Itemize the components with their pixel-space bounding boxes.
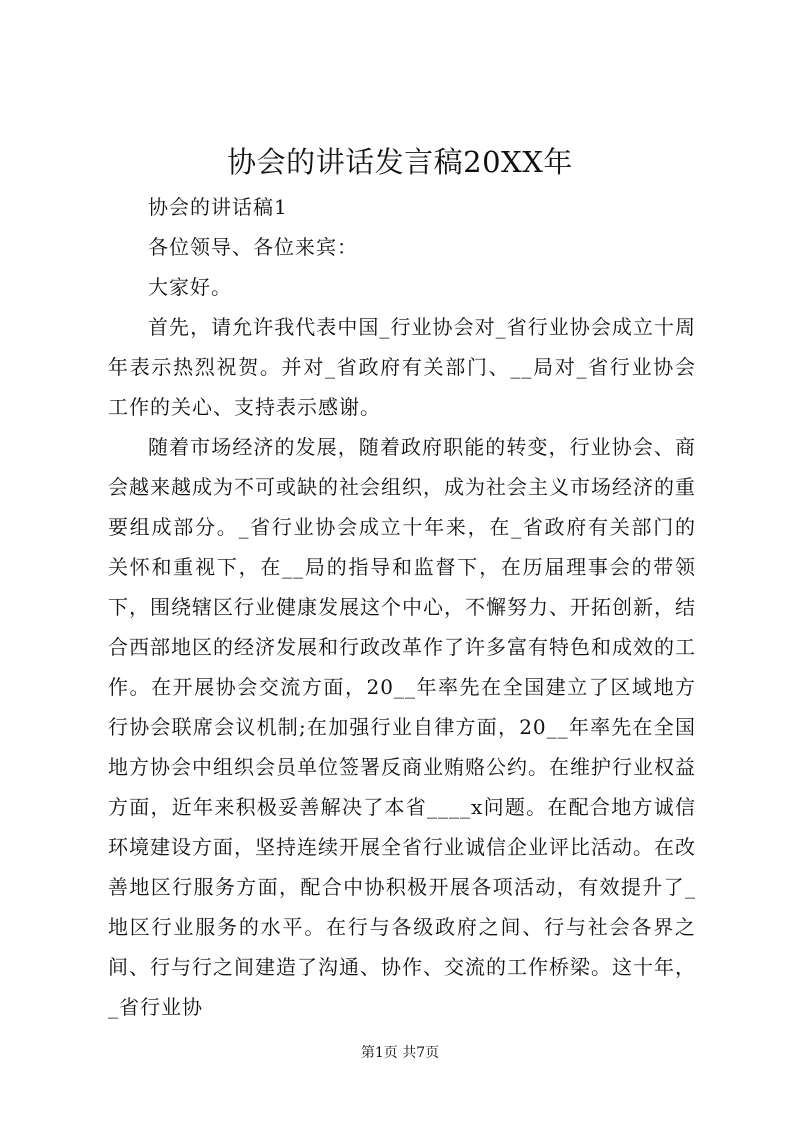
paragraph-salutation: 各位领导、各位来宾： — [148, 235, 358, 259]
paragraph-congratulations: 首先，请允许我代表中国_行业协会对_省行业协会成立十周年表示热烈祝贺。并对_省政府有关部门、__局对_省行业协会工作的关心、支持表示感谢。 — [108, 315, 696, 419]
paragraph-greeting: 大家好。 — [148, 275, 232, 299]
document-title: 协会的讲话发言稿20XX年 — [227, 145, 573, 179]
page-number-footer: 第1页 共7页 — [360, 1045, 440, 1061]
paragraph-heading: 协会的讲话稿1 — [148, 195, 288, 219]
document-body — [108, 187, 696, 1027]
paragraph-achievements: 随着市场经济的发展，随着政府职能的转变，行业协会、商会越来越成为不可或缺的社会组织，成为社会主义市场经济的重要组成部分。_省行业协会成立十年来，在_省政府有关部门的关怀和重视下，在__局的指导和监督下，在历届理事会的带领下，围绕辖区行业健康发展这个中心，不懈努力、开拓创新，结合西部地区的经济发展和行政改革作了许多富有特色和成效的工作。在开展协会交流方面，20__年率先在全国建立了区域地方行协会联席会议机制;在加强行业自律方面，20__年率先在全国地方协会中组织会员单位签署反商业贿赂公约。在维护行业权益方面，近年来积极妥善解决了本省____x问题。在配合地方诚信环境建设方面，坚持连续开展全省行业诚信企业评比活动。在改善地区行服务方面，配合中协积极开展各项活动，有效提升了_地区行业服务的水平。在行与各级政府之间、行与社会各界之间、行与行之间建造了沟通、协作、交流的工作桥梁。这十年，_省行业协 — [108, 435, 696, 1019]
